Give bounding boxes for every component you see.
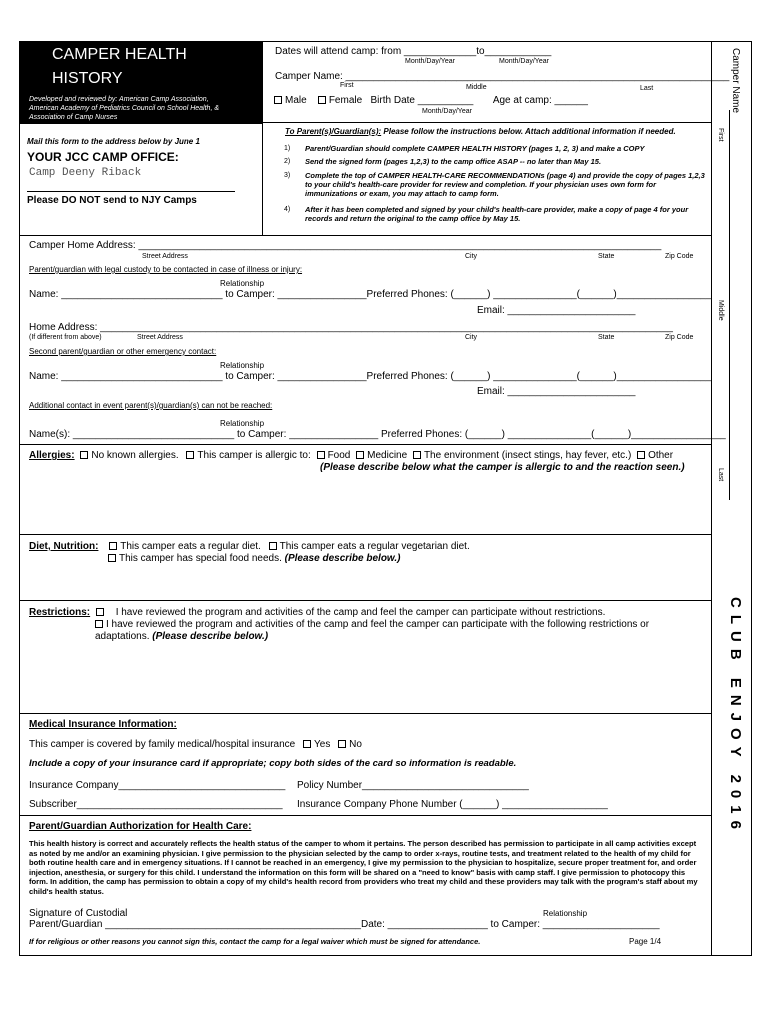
female-checkbox[interactable] [318, 96, 326, 104]
instruction-3: Complete the top of CAMPER HEALTH-CARE RECOMMENDATIONs (page 4) and provide the copy of pages 1,2,3 to your child's health-care provider for review and completion. If your physician uses own form for immunizations or exam, you may attach to camp form. [305, 171, 705, 198]
restrictions-row-3 [95, 631, 268, 642]
office-underline [27, 191, 235, 192]
special-diet-label: This camper has special food needs. [119, 553, 282, 564]
page-number: Page 1/4 [629, 937, 662, 946]
second-name-row[interactable]: Name: _____________________________ to Camper: ________________Preferred Phones: (______) _______________(______)_________________ [29, 371, 712, 382]
first-hint: First [340, 82, 354, 89]
restrictions-row-1 [29, 607, 605, 618]
additional-name-row[interactable]: Name(s): _____________________________ to Camper: ________________ Preferred Phones: (______) _______________(______)_________________ [29, 429, 726, 440]
restrictions-describe: (Please describe below.) [152, 631, 269, 642]
authorization-body: This health history is correct and accurately reflects the health status of the camper to whom it pertains. The person described has permission to participate in all camp activities except as noted by me and/or an examining physician. I give permission to the physician selected by the camp to order x-rays, routine tests, and treatment related to the health of my child for both routine health care and in emergency situations. If I cannot be reached in an emergency, I give my permission to the physician to hospitalize, secure proper treatment for, and order injection, anesthesia, or surgery for this child. I understand the information on this form will be shared on a "need to know" basis with camp staff. I give permission to photocopy this form. In addition, the camp has permission to obtain a copy of my child's health record from providers who treat my child and these providers may talk with the program's staff about my child's health status. [29, 839, 698, 896]
insurance-bottom-line [19, 815, 712, 816]
relationship-label-sig: Relationship [543, 909, 588, 918]
right-column-divider [711, 41, 712, 956]
instructions-heading [285, 127, 676, 136]
if-different-hint: (If different from above) [29, 334, 102, 341]
instruction-num-4: 4) [284, 206, 291, 213]
street-hint: Street Address [142, 253, 188, 260]
city-hint-2: City [465, 334, 478, 341]
developed-by: Developed and reviewed by: American Camp Association, [29, 96, 209, 103]
female-label: Female [328, 95, 363, 106]
waiver-note: If for religious or other reasons you cannot sign this, contact the camp for a legal waiver which must be signed for attendance. [29, 937, 481, 946]
allergies-describe: (Please describe below what the camper is allergic to and the reaction seen.) [320, 462, 685, 473]
allergic-to-checkbox[interactable] [186, 451, 194, 459]
instructions-heading-rest: Please follow the instructions below. Attach additional information if needed. [381, 127, 676, 136]
other-checkbox[interactable] [637, 451, 645, 459]
side-last: Last [717, 468, 724, 482]
birth-date-field[interactable]: Birth Date __________ [370, 95, 474, 106]
parent-email-field[interactable]: Email: _______________________ [477, 305, 636, 316]
diet-row [29, 541, 470, 552]
include-card-note: Include a copy of your insurance card if appropriate; copy both sides of the card so information is readable. [29, 758, 517, 769]
diet-label: Diet, Nutrition: [29, 541, 99, 552]
state-hint-2: State [598, 334, 615, 341]
food-label: Food [327, 450, 351, 461]
dates-field[interactable]: Dates will attend camp: from _____________to____________ [275, 46, 552, 57]
regular-diet-label: This camper eats a regular diet. [120, 541, 261, 552]
parent-name-row[interactable]: Name: _____________________________ to Camper: ________________Preferred Phones: (______) _______________(______)_________________ [29, 289, 712, 300]
title-line1: CAMPER HEALTH [52, 46, 187, 63]
special-diet-row [108, 553, 400, 564]
restrictions-row-2 [95, 619, 649, 630]
relationship-label-3: Relationship [220, 419, 265, 428]
developed-by-2: American Academy of Pediatrics Council on School Health, & [29, 105, 219, 112]
restrictions-bottom-line [19, 713, 712, 714]
city-hint: City [465, 253, 478, 260]
diet-describe: (Please describe below.) [284, 553, 401, 564]
side-camper-name: Camper Name [730, 48, 741, 114]
insurance-heading: Medical Insurance Information: [29, 719, 177, 730]
environment-label: The environment (insect stings, hay fever, etc.) [423, 450, 632, 461]
club-enjoy-label: CLUB ENJOY 2016 [727, 597, 744, 836]
special-diet-checkbox[interactable] [108, 554, 116, 562]
diet-bottom-line [19, 600, 712, 601]
insurance-covered-row [29, 739, 362, 750]
developed-by-3: Association of Camp Nurses [29, 114, 118, 121]
state-hint: State [598, 253, 615, 260]
side-name-line [729, 110, 730, 500]
second-email-field[interactable]: Email: _______________________ [477, 386, 636, 397]
instruction-2: Send the signed form (pages 1,2,3) to the camp office ASAP -- no later than May 15. [305, 157, 602, 166]
header-bottom-line [19, 235, 712, 236]
to-date-hint: Month/Day/Year [499, 58, 549, 65]
address-bottom-line [19, 444, 712, 445]
second-contact-heading: Second parent/guardian or other emergency contact: [29, 347, 217, 356]
insurance-company-field[interactable]: Insurance Company______________________________ [29, 780, 286, 791]
additional-contact-heading: Additional contact in event parent(s)/guardian(s) can not be reached: [29, 401, 273, 410]
zip-hint-2: Zip Code [665, 334, 694, 341]
policy-number-field[interactable]: Policy Number______________________________ [297, 780, 529, 791]
subscriber-field[interactable]: Subscriber_____________________________________ [29, 799, 283, 810]
instruction-num-1: 1) [284, 145, 291, 152]
zip-hint: Zip Code [665, 253, 694, 260]
side-middle: Middle [717, 300, 724, 321]
instructions-heading-label: To Parent(s)/Guardian(s): [285, 127, 382, 136]
allergies-label: Allergies: [29, 450, 75, 461]
instruction-1: Parent/Guardian should complete CAMPER HEALTH HISTORY (pages 1, 2, 3) and make a COPY [305, 144, 645, 153]
signature-label: Signature of Custodial [29, 908, 128, 919]
office-heading: YOUR JCC CAMP OFFICE: [27, 150, 179, 164]
parent-heading: Parent/guardian with legal custody to be contacted in case of illness or injury: [29, 265, 303, 274]
last-hint: Last [640, 85, 654, 92]
home-address-field[interactable]: Camper Home Address: ______________________________________________________________________________________________ [29, 240, 662, 251]
no-restrictions-checkbox[interactable] [96, 608, 104, 616]
insurance-no-label: No [349, 739, 362, 750]
age-field[interactable]: Age at camp: ______ [492, 95, 588, 106]
insurance-yes-label: Yes [314, 739, 331, 750]
instruction-4: After it has been completed and signed by your child's health-care provider, make a copy of page 4 for your records and return the original to the camp office by May 15. [305, 205, 689, 223]
mail-instruction: Mail this form to the address below by June 1 [27, 137, 200, 146]
middle-hint: Middle [466, 84, 487, 91]
side-first: First [717, 128, 724, 142]
camper-name-field[interactable]: Camper Name: _____________________________________________________________________ [275, 71, 730, 82]
relationship-label-1: Relationship [220, 279, 265, 288]
no-restrictions-label: I have reviewed the program and activities of the camp and feel the camper can participate without restrictions. [115, 607, 606, 618]
gender-row [274, 95, 588, 106]
street-hint-2: Street Address [137, 334, 183, 341]
allergic-to-label: This camper is allergic to: [197, 450, 311, 461]
vegetarian-diet-checkbox[interactable] [269, 542, 277, 550]
no-known-allergies-checkbox[interactable] [80, 451, 88, 459]
title-line2: HISTORY [52, 70, 123, 87]
insurance-no-checkbox[interactable] [338, 740, 346, 748]
medicine-checkbox[interactable] [356, 451, 364, 459]
header-left-vertical [262, 41, 263, 235]
with-restrictions-checkbox[interactable] [95, 620, 103, 628]
no-known-allergies-label: No known allergies. [91, 450, 179, 461]
allergies-bottom-line [19, 534, 712, 535]
male-checkbox[interactable] [274, 96, 282, 104]
male-label: Male [285, 95, 307, 106]
relationship-label-2: Relationship [220, 361, 265, 370]
restrictions-label: Restrictions: [29, 607, 91, 618]
insurance-covered-label: This camper is covered by family medical/hospital insurance [29, 739, 296, 750]
header-hline [262, 122, 712, 123]
vegetarian-diet-label: This camper eats a regular vegetarian diet. [279, 541, 470, 552]
food-checkbox[interactable] [317, 451, 325, 459]
company-phone-field[interactable]: Insurance Company Phone Number (______) ___________________ [297, 799, 608, 810]
signature-row[interactable]: Parent/Guardian ______________________________________________Date: __________________ to Camper: _____________________ [29, 919, 660, 930]
from-date-hint: Month/Day/Year [405, 58, 455, 65]
adaptations-label: adaptations. [95, 631, 150, 642]
instruction-num-3: 3) [284, 172, 291, 179]
home-address-2-field[interactable]: Home Address: _______________________________________________________________________________________________________ [29, 322, 673, 333]
environment-checkbox[interactable] [413, 451, 421, 459]
other-label: Other [648, 450, 674, 461]
insurance-yes-checkbox[interactable] [303, 740, 311, 748]
do-not-send: Please DO NOT send to NJY Camps [27, 195, 197, 206]
with-restrictions-label: I have reviewed the program and activities of the camp and feel the camper can participate with the following restrictions or [106, 619, 650, 630]
regular-diet-checkbox[interactable] [109, 542, 117, 550]
birth-date-hint: Month/Day/Year [422, 108, 472, 115]
instruction-num-2: 2) [284, 158, 291, 165]
authorization-heading: Parent/Guardian Authorization for Health Care: [29, 821, 252, 832]
office-name: Camp Deeny Riback [29, 167, 142, 179]
medicine-label: Medicine [367, 450, 408, 461]
allergies-row [29, 450, 673, 461]
